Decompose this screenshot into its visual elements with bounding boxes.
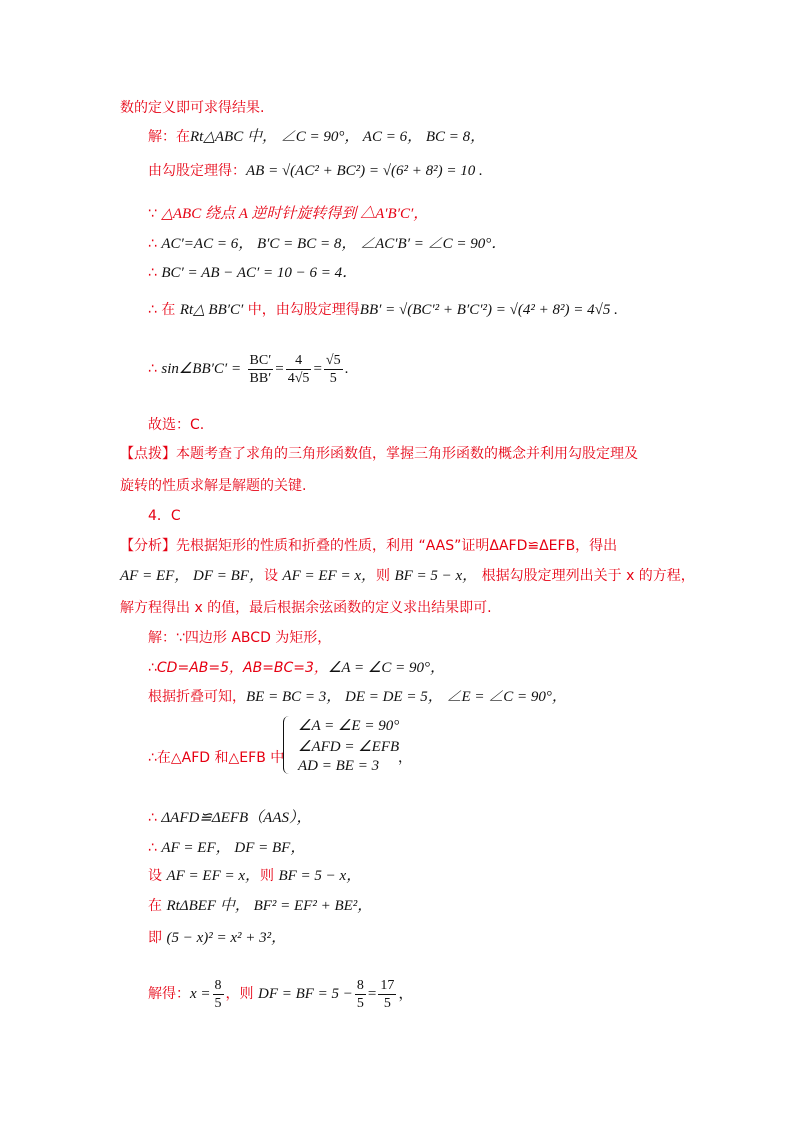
text: 解得： bbox=[148, 986, 190, 1002]
line-1 bbox=[120, 98, 264, 118]
math: AF = EF = x， bbox=[282, 568, 376, 584]
brace bbox=[283, 716, 294, 774]
line-24 bbox=[148, 928, 286, 948]
text: ∴ bbox=[148, 810, 162, 826]
text: 解：∵四边形 ABCD 为矩形， bbox=[148, 630, 332, 646]
line-23 bbox=[148, 896, 372, 916]
line-21 bbox=[148, 838, 305, 858]
line-15 bbox=[120, 598, 492, 618]
text: ∴在△AFD 和△EFB 中 bbox=[148, 750, 285, 766]
fraction: $\frac{√5}{5}$ bbox=[325, 352, 341, 386]
system-line-1: ∠A = ∠E = 90° bbox=[298, 718, 400, 734]
text: 设 bbox=[148, 868, 167, 884]
line-19 bbox=[148, 748, 284, 768]
math: DF = BF = 5 − bbox=[257, 986, 353, 1002]
math: Rt△ BB′C′ bbox=[179, 302, 244, 318]
fraction: $\frac{8}{5}$ bbox=[356, 977, 364, 1011]
system-line-3: AD = BE = 3 bbox=[298, 758, 380, 774]
math: AF = EF = x， bbox=[166, 868, 261, 884]
math: Rt△ABC 中， ∠C = 90°， AC = 6， BC = 8， bbox=[190, 129, 486, 145]
text: ∴ bbox=[148, 840, 162, 856]
text: 即 bbox=[148, 930, 167, 946]
math: sin∠BB′C′ = bbox=[161, 361, 242, 377]
text: 旋转的性质求解是解题的关键. bbox=[120, 478, 307, 494]
text: ∵ bbox=[148, 206, 162, 222]
math: AF = EF， DF = BF， bbox=[161, 840, 306, 856]
fraction: $\frac{8}{5}$ bbox=[214, 977, 222, 1011]
line-11 bbox=[120, 476, 306, 496]
text: 解：在 bbox=[148, 129, 190, 145]
line-13 bbox=[120, 536, 617, 556]
text: ，则 bbox=[225, 986, 258, 1002]
system-line-2: ∠AFD = ∠EFB bbox=[298, 739, 400, 755]
math: AC′=AC = 6， B′C = BC = 8， ∠AC′B′ = ∠C = 90°． bbox=[161, 236, 507, 252]
line-18 bbox=[148, 687, 567, 707]
text: 则 bbox=[375, 568, 395, 584]
line-6 bbox=[148, 263, 357, 283]
line-3 bbox=[148, 161, 483, 181]
line-12 bbox=[148, 506, 181, 526]
text: 在 bbox=[148, 898, 167, 914]
line-17 bbox=[148, 658, 445, 678]
line-2 bbox=[148, 127, 485, 147]
text: 4．C bbox=[148, 508, 181, 524]
text: ∴ bbox=[148, 265, 162, 281]
line-16 bbox=[148, 628, 331, 648]
text: 故选：C. bbox=[148, 417, 205, 433]
math: ∠A = ∠C = 90°， bbox=[327, 660, 445, 676]
text: 由勾股定理得： bbox=[148, 163, 246, 179]
math: BF = 5 − x， bbox=[278, 868, 362, 884]
math: BF = 5 − x， bbox=[394, 568, 478, 584]
line-20 bbox=[148, 808, 312, 828]
line-22 bbox=[148, 866, 361, 886]
system-end: ， bbox=[398, 750, 412, 766]
math: BB′ = √(BC′² + B′C′²) = √(4² + 8²) = 4√5 . bbox=[359, 302, 618, 318]
text: 根据勾股定理列出关于 x 的方程， bbox=[477, 568, 695, 584]
text: 【点拨】本题考查了求角的三角形函数值，掌握三角形函数的概念并利用勾股定理及 bbox=[120, 446, 638, 462]
math: ΔAFD≌ΔEFB（AAS）， bbox=[161, 810, 312, 826]
text: 【分析】先根据矩形的性质和折叠的性质，利用 “AAS”证明ΔAFD≌ΔEFB，得出 bbox=[120, 538, 618, 554]
text: 中，由勾股定理得 bbox=[243, 302, 360, 318]
line-9 bbox=[148, 415, 204, 435]
line-14 bbox=[120, 566, 695, 586]
text: 数的定义即可求得结果. bbox=[120, 100, 265, 116]
math: △ABC 绕点 A 逆时针旋转得到 △A′B′C′， bbox=[161, 206, 429, 222]
line-4 bbox=[148, 204, 428, 224]
text: 设 bbox=[263, 568, 283, 584]
fraction: $\frac{4}{4√5}$ bbox=[287, 352, 310, 386]
fraction: $\frac{BC'}{BB'}$ bbox=[249, 352, 272, 386]
text: 则 bbox=[260, 868, 279, 884]
math: x = bbox=[190, 986, 211, 1002]
fraction: $\frac{17}{5}$ bbox=[380, 977, 395, 1011]
line-7 bbox=[148, 300, 618, 320]
line-8: ∴ sin∠BB′C′ = $\frac{BC'}{BB'}$ = $\frac{4}{4√5}$ = $\frac{√5}{5}$ . bbox=[148, 352, 349, 386]
math: RtΔBEF 中， BF² = EF² + BE²， bbox=[166, 898, 373, 914]
line-5 bbox=[148, 234, 506, 254]
text: 解方程得出 x 的值，最后根据余弦函数的定义求出结果即可. bbox=[120, 600, 492, 616]
math: BC′ = AB − AC′ = 10 − 6 = 4． bbox=[161, 265, 358, 281]
text: ∴CD=AB=5，AB=BC=3， bbox=[148, 660, 328, 676]
math: (5 − x)² = x² + 3²， bbox=[166, 930, 287, 946]
text: ∴ bbox=[148, 236, 162, 252]
text: ∴ bbox=[148, 361, 162, 377]
math: BE = BC = 3， DE = DE = 5， ∠E = ∠C = 90°， bbox=[246, 689, 567, 705]
text: ∴ 在 bbox=[148, 302, 180, 318]
math: AB = √(AC² + BC²) = √(6² + 8²) = 10 . bbox=[246, 163, 483, 179]
math: AF = EF， DF = BF， bbox=[120, 568, 264, 584]
text: 根据折叠可知， bbox=[148, 689, 246, 705]
line-10 bbox=[120, 444, 638, 464]
line-25: 解得：x = $\frac{8}{5}$ ，则 DF = BF = 5 − $\frac{8}{5}$ = $\frac{17}{5}$ ， bbox=[148, 977, 414, 1011]
